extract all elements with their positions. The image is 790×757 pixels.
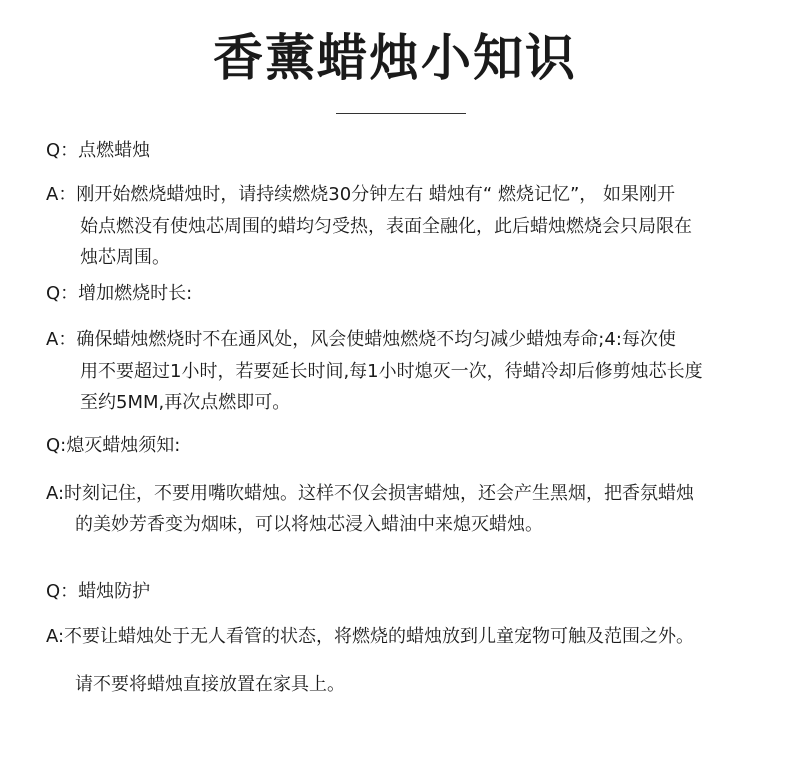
answer-safety-line-1: A:不要让蜡烛处于无人看管的状态，将燃烧的蜡烛放到儿童宠物可触及范围之外。: [46, 626, 695, 647]
answer-burn-time-line-1: A：确保蜡烛燃烧时不在通风处，风会使蜡烛燃烧不均匀减少蜡烛寿命;4:每次使: [46, 329, 676, 350]
title-divider: [336, 113, 466, 114]
answer-lighting-line-1: A：刚开始燃烧蜡烛时，请持续燃烧30分钟左右 蜡烛有“ 燃烧记忆”， 如果刚开: [46, 184, 676, 205]
answer-lighting-line-2: 始点燃没有使烛芯周围的蜡均匀受热，表面全融化，此后蜡烛燃烧会只局限在: [80, 216, 692, 237]
page-title: 香薰蜡烛小知识: [213, 29, 577, 87]
answer-burn-time-line-2: 用不要超过1小时，若要延长时间,每1小时熄灭一次，待蜡冷却后修剪烛芯长度: [80, 361, 703, 382]
answer-safety-line-2: 请不要将蜡烛直接放置在家具上。: [75, 674, 345, 695]
question-extinguish: Q:熄灭蜡烛须知:: [46, 435, 181, 456]
answer-extinguish-line-2: 的美妙芳香变为烟味，可以将烛芯浸入蜡油中来熄灭蜡烛。: [75, 514, 543, 535]
answer-burn-time-line-3: 至约5MM,再次点燃即可。: [80, 392, 291, 413]
question-lighting: Q：点燃蜡烛: [46, 140, 151, 161]
question-safety: Q：蜡烛防护: [46, 581, 151, 602]
answer-lighting-line-3: 烛芯周围。: [80, 247, 170, 268]
question-burn-time: Q：增加燃烧时长:: [46, 283, 193, 304]
answer-extinguish-line-1: A:时刻记住，不要用嘴吹蜡烛。这样不仅会损害蜡烛，还会产生黑烟，把香氛蜡烛: [46, 483, 695, 504]
